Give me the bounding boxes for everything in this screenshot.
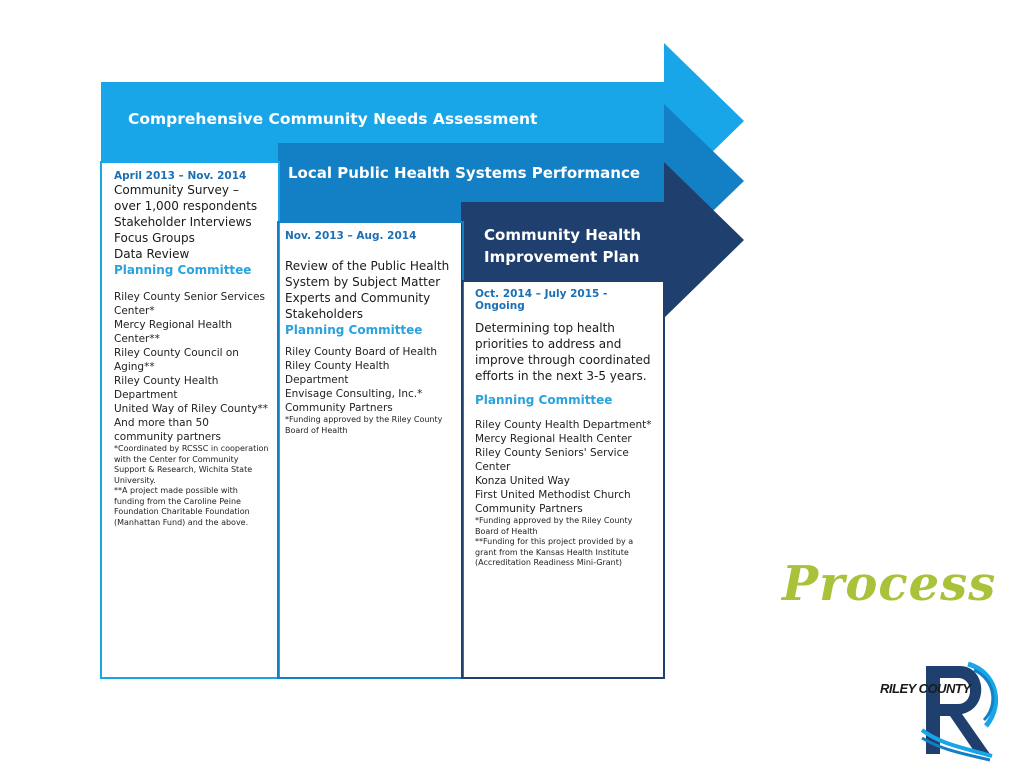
col1-member: Mercy Regional Health Center**: [114, 319, 233, 345]
col2-date: Nov. 2013 – Aug. 2014: [285, 230, 417, 242]
col2-member: Riley County Health Department: [285, 360, 390, 386]
riley-county-r-swoosh-logo-icon: [920, 660, 1002, 762]
col3-note: **Funding for this project provided by a grant from the Kansas Health Institute (Accreditation Readiness Mini-Grant): [475, 537, 634, 567]
col2-member: Riley County Board of Health: [285, 346, 438, 358]
col3-member: Community Partners: [475, 503, 583, 515]
logo-text: RILEY COUNTY: [880, 681, 971, 696]
col1-member: Riley County Council on Aging**: [114, 347, 239, 373]
col1-member: Riley County Health Department: [114, 375, 219, 401]
col1-note: *Coordinated by RCSSC in cooperation with the Center for Community Support & Research, Wichita State University.: [114, 444, 269, 485]
col1-line: over 1,000 respondents: [114, 199, 258, 213]
col3-header-line1: Community Health: [484, 226, 642, 244]
col1-note: **A project made possible with funding from the Caroline Peine Foundation Charitable Foundation (Manhattan Fund) and the above.: [114, 486, 250, 527]
col1-line: Focus Groups: [114, 231, 195, 245]
col1-committee: Planning Committee: [114, 263, 252, 277]
col1-member: United Way of Riley County**: [114, 403, 269, 415]
col3-description: Determining top health priorities to address and improve through coordinated efforts in the next 3-5 years.: [475, 321, 651, 383]
col3-header-line2: Improvement Plan: [484, 248, 640, 266]
slide-title: Process: [782, 556, 997, 612]
col1-line: Community Survey –: [114, 183, 239, 197]
col2-committee: Planning Committee: [285, 323, 423, 337]
col1-member: Riley County Senior Services Center*: [114, 291, 265, 317]
col3-committee: Planning Committee: [475, 393, 613, 407]
col1-line: Data Review: [114, 247, 190, 261]
col2-description: Review of the Public Health System by Subject Matter Experts and Community Stakeholders: [285, 259, 450, 321]
col2-note: *Funding approved by the Riley County Board of Health: [285, 415, 443, 435]
col1-line: Stakeholder Interviews: [114, 215, 252, 229]
col3-note: *Funding approved by the Riley County Board of Health: [475, 516, 633, 536]
col3-member: First United Methodist Church: [475, 489, 631, 501]
col3-member: Mercy Regional Health Center: [475, 433, 632, 445]
col3-header: [484, 224, 641, 268]
col2-content: [280, 224, 461, 676]
col3-content: [464, 283, 662, 676]
col2-member: Community Partners: [285, 402, 393, 414]
col3-member: Konza United Way: [475, 475, 570, 487]
col1-member: And more than 50 community partners: [114, 417, 221, 443]
col2-member: Envisage Consulting, Inc.*: [285, 388, 423, 400]
col3-member: Riley County Seniors' Service Center: [475, 447, 629, 473]
col2-header: Local Public Health Systems Performance: [288, 164, 641, 182]
col1-content: [103, 164, 277, 676]
col1-date: April 2013 – Nov. 2014: [114, 170, 247, 182]
col1-header: Comprehensive Community Needs Assessment: [128, 110, 538, 128]
col3-member: Riley County Health Department*: [475, 419, 652, 431]
col3-date: Oct. 2014 – July 2015 - Ongoing: [475, 288, 608, 312]
